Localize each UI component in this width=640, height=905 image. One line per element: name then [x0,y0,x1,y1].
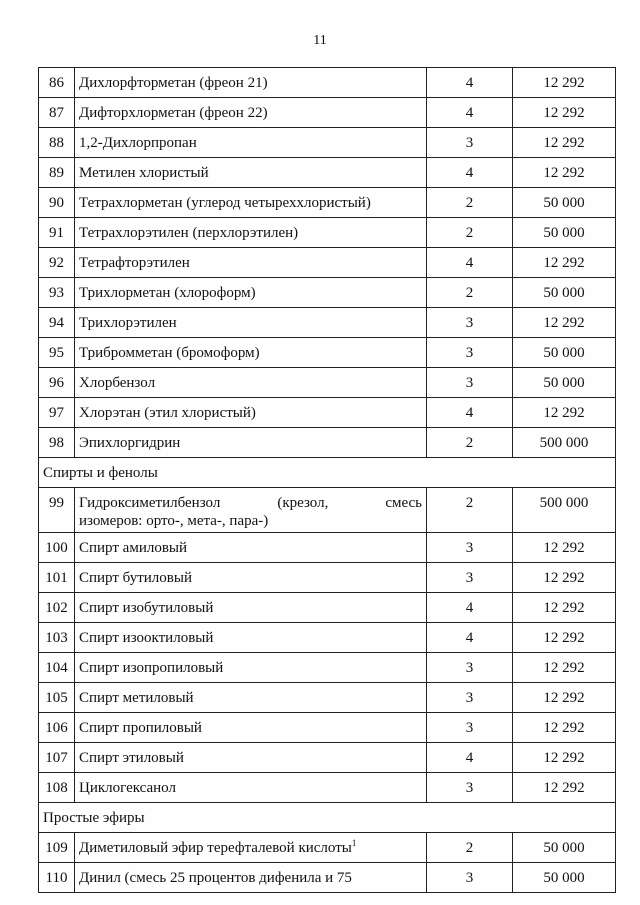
row-number: 100 [39,533,75,563]
page-number: 11 [313,33,327,48]
row-number: 95 [39,338,75,368]
table-row [39,338,616,368]
table-row [39,398,616,428]
table-body [39,68,616,893]
row-number: 92 [39,248,75,278]
row-number: 91 [39,218,75,248]
threshold-amount: 500 000 [513,488,616,533]
table-row [39,773,616,803]
substance-name-text: Спирт изобутиловый [79,600,214,616]
row-number: 98 [39,428,75,458]
hazard-class: 2 [427,278,513,308]
row-number: 109 [39,833,75,863]
substance-name [75,683,427,713]
table-row [39,653,616,683]
substance-name-text: Спирт бутиловый [79,570,192,586]
substance-name [75,713,427,743]
table-row [39,713,616,743]
substance-name [75,188,427,218]
substance-name-text: Дифторхлорметан (фреон 22) [79,105,268,121]
substance-name-text: Дихлорфторметан (фреон 21) [79,75,268,91]
hazard-class: 4 [427,248,513,278]
substance-name-text: Спирт пропиловый [79,720,202,736]
table-row [39,158,616,188]
substance-name [75,743,427,773]
substance-name [75,428,427,458]
hazard-class: 2 [427,188,513,218]
threshold-amount: 12 292 [513,773,616,803]
hazard-class: 4 [427,623,513,653]
substance-name-text: Спирт изооктиловый [79,630,214,646]
row-number: 110 [39,863,75,893]
threshold-amount: 12 292 [513,563,616,593]
table-row [39,593,616,623]
row-number: 108 [39,773,75,803]
row-number: 104 [39,653,75,683]
table-row [39,278,616,308]
row-number: 106 [39,713,75,743]
row-number: 107 [39,743,75,773]
hazard-class: 3 [427,368,513,398]
hazard-class: 4 [427,158,513,188]
hazard-class: 2 [427,428,513,458]
substance-name [75,563,427,593]
substance-name [75,653,427,683]
table-row [39,623,616,653]
table-row [39,833,616,863]
substance-name [75,593,427,623]
threshold-amount: 50 000 [513,833,616,863]
table-row [39,68,616,98]
row-number: 105 [39,683,75,713]
threshold-amount: 50 000 [513,863,616,893]
row-number: 101 [39,563,75,593]
threshold-amount: 12 292 [513,308,616,338]
substance-name [75,398,427,428]
substance-name-text: Тетрахлорметан (углерод четыреххлористый) [79,195,371,211]
hazard-class: 3 [427,653,513,683]
threshold-amount: 12 292 [513,653,616,683]
substance-name-text: Динил (смесь 25 процентов дифенила и 75 [79,870,352,886]
substance-name [75,863,427,893]
hazard-class: 3 [427,338,513,368]
substance-name-text: Хлорэтан (этил хлористый) [79,405,256,421]
table-row [39,218,616,248]
substance-name [75,488,427,533]
threshold-amount: 50 000 [513,188,616,218]
row-number: 86 [39,68,75,98]
substance-name [75,833,427,863]
hazard-class: 3 [427,773,513,803]
substance-name-text: Диметиловый эфир терефталевой кислоты [79,840,352,856]
substance-name-text: Тетрахлорэтилен (перхлорэтилен) [79,225,299,241]
row-number: 96 [39,368,75,398]
substance-name [75,278,427,308]
threshold-amount: 12 292 [513,158,616,188]
hazard-class: 3 [427,563,513,593]
table-row [39,428,616,458]
threshold-amount: 50 000 [513,278,616,308]
substances-table-container [38,67,615,893]
hazard-class: 2 [427,833,513,863]
threshold-amount: 12 292 [513,398,616,428]
threshold-amount: 12 292 [513,743,616,773]
substance-name-text: Спирт метиловый [79,690,194,706]
section-title: Спирты и фенолы [39,458,616,488]
table-row [39,863,616,893]
substance-name-text: Хлорбензол [79,375,156,391]
threshold-amount: 50 000 [513,368,616,398]
substance-name-text: Спирт амиловый [79,540,188,556]
hazard-class: 3 [427,863,513,893]
table-row [39,308,616,338]
substance-name [75,98,427,128]
threshold-amount: 12 292 [513,593,616,623]
threshold-amount: 12 292 [513,128,616,158]
table-row [39,533,616,563]
substance-name-text: Трихлорметан (хлороформ) [79,285,256,301]
hazard-class: 3 [427,308,513,338]
hazard-class: 4 [427,743,513,773]
hazard-class: 4 [427,98,513,128]
substance-name-text: Тетрафторэтилен [79,255,190,271]
table-row [39,128,616,158]
substance-name-text: Метилен хлористый [79,165,209,181]
row-number: 102 [39,593,75,623]
threshold-amount: 12 292 [513,623,616,653]
row-number: 99 [39,488,75,533]
table-row [39,248,616,278]
hazard-class: 3 [427,683,513,713]
threshold-amount: 50 000 [513,338,616,368]
substance-name [75,308,427,338]
section-header-row [39,458,616,488]
hazard-class: 2 [427,218,513,248]
row-number: 87 [39,98,75,128]
substance-name-text: Спирт этиловый [79,750,184,766]
substance-name [75,533,427,563]
substance-name-text: Эпихлоргидрин [79,435,181,451]
row-number: 89 [39,158,75,188]
row-number: 88 [39,128,75,158]
substance-name [75,68,427,98]
substance-name [75,338,427,368]
table-row [39,188,616,218]
hazard-class: 3 [427,533,513,563]
hazard-class: 3 [427,128,513,158]
substance-name [75,368,427,398]
section-title: Простые эфиры [39,803,616,833]
hazard-class: 2 [427,488,513,533]
substance-name [75,218,427,248]
footnote-marker: 1 [351,838,357,848]
table-row [39,98,616,128]
section-header-row [39,803,616,833]
threshold-amount: 12 292 [513,68,616,98]
substance-name-text: Спирт изопропиловый [79,660,224,676]
substance-name [75,248,427,278]
hazard-class: 4 [427,398,513,428]
substance-name-text: Циклогексанол [79,780,176,796]
threshold-amount: 500 000 [513,428,616,458]
substance-name-line-1: Гидроксиметилбензол (крезол, смесь [79,495,422,511]
substance-name-line-2: изомеров: орто-, мета-, пара-) [79,513,269,529]
threshold-amount: 12 292 [513,533,616,563]
threshold-amount: 12 292 [513,683,616,713]
threshold-amount: 50 000 [513,218,616,248]
hazard-class: 4 [427,593,513,623]
row-number: 94 [39,308,75,338]
substances-table [38,67,616,893]
row-number: 97 [39,398,75,428]
substance-name-text: Трихлорэтилен [79,315,177,331]
threshold-amount: 12 292 [513,248,616,278]
substance-name [75,773,427,803]
substance-name-text: 1,2-Дихлорпропан [79,135,197,151]
table-row [39,368,616,398]
substance-name-text: Трибромметан (бромоформ) [79,345,260,361]
row-number: 90 [39,188,75,218]
table-row [39,743,616,773]
table-row [39,488,616,533]
hazard-class: 4 [427,68,513,98]
threshold-amount: 12 292 [513,713,616,743]
threshold-amount: 12 292 [513,98,616,128]
row-number: 93 [39,278,75,308]
substance-name [75,128,427,158]
substance-name [75,623,427,653]
table-row [39,683,616,713]
row-number: 103 [39,623,75,653]
substance-name [75,158,427,188]
table-row [39,563,616,593]
hazard-class: 3 [427,713,513,743]
